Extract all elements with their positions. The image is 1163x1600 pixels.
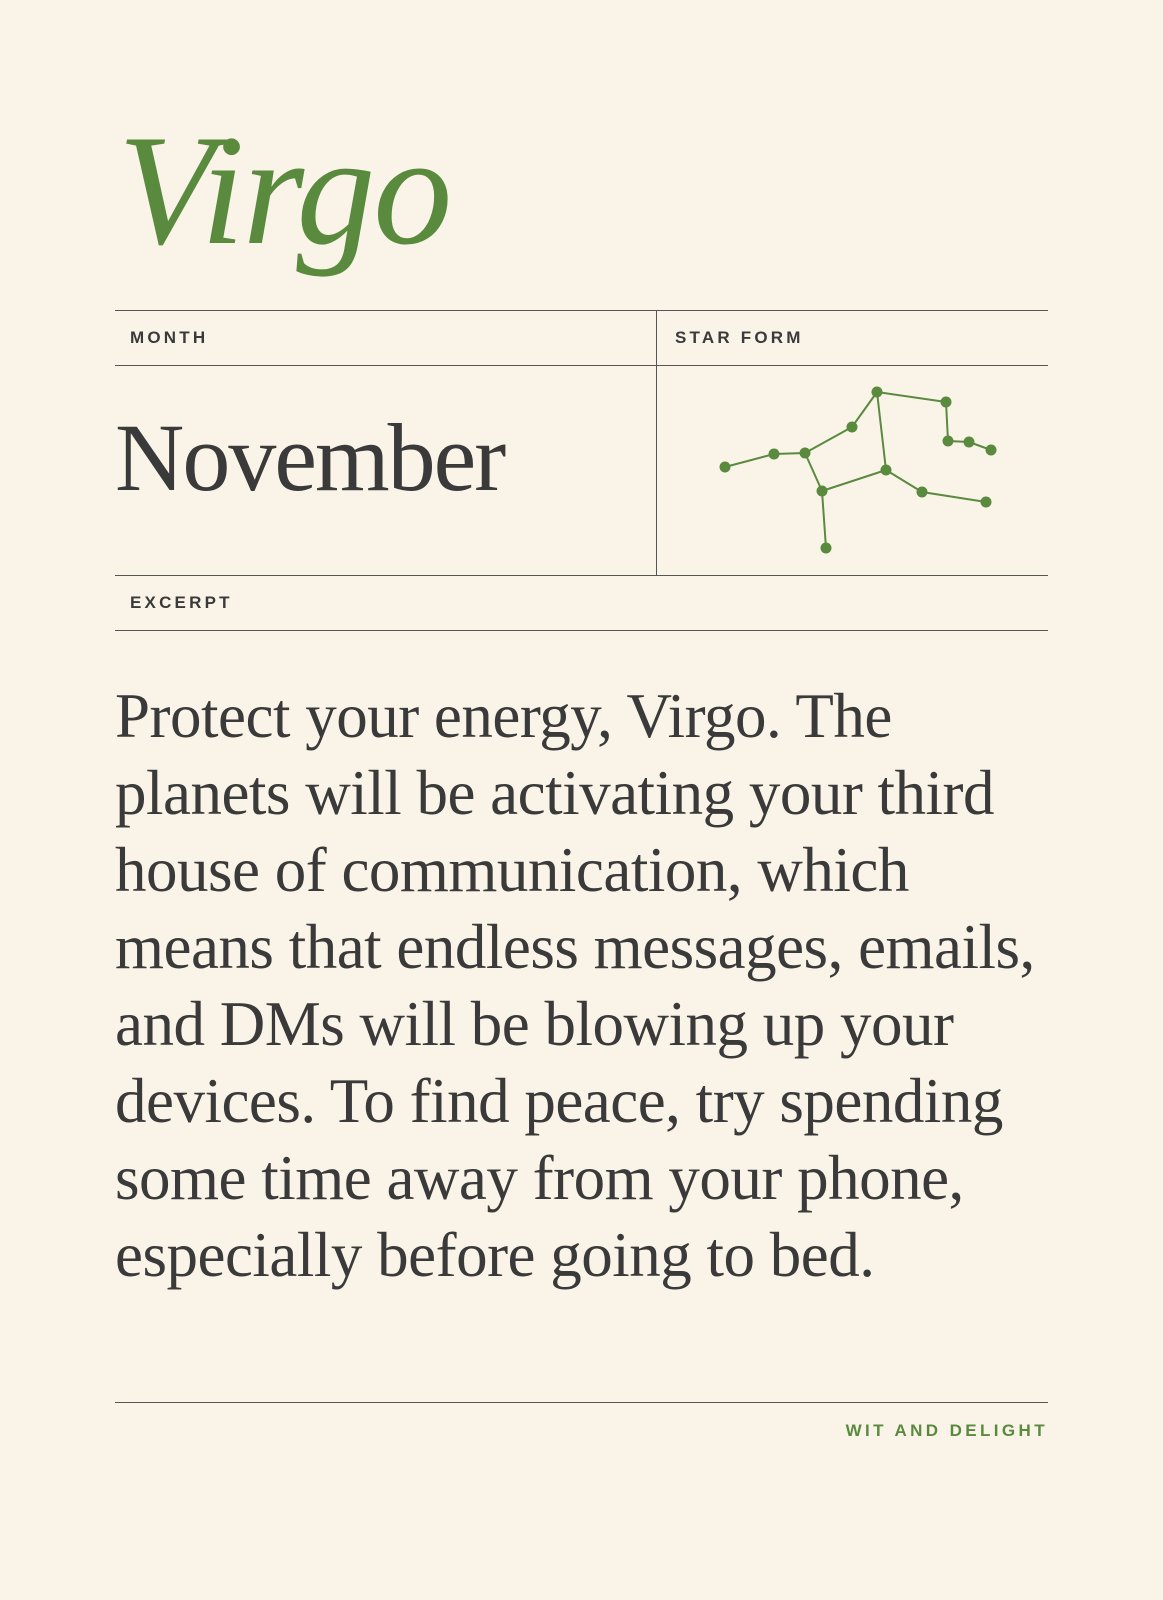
divider-middle (115, 575, 1048, 576)
star-form-label: STAR FORM (675, 328, 804, 347)
month-label: MONTH (130, 328, 209, 347)
divider-excerpt (115, 630, 1048, 631)
excerpt-text: Protect your energy, Virgo. The planets will be activating your third house of communication, which means that endless messages, emails, and DMs will be blowing up your devices. To find peace, try spending some time away from your phone, especially before going to bed. (115, 681, 1035, 1290)
sign-title: Virgo (118, 103, 451, 278)
excerpt-label: EXCERPT (130, 593, 233, 612)
brand-label: WIT AND DELIGHT (845, 1421, 1048, 1440)
divider-bottom (115, 1402, 1048, 1403)
divider-top (115, 310, 1048, 311)
virgo-constellation-icon (656, 362, 1048, 574)
month-value: November (115, 404, 505, 511)
